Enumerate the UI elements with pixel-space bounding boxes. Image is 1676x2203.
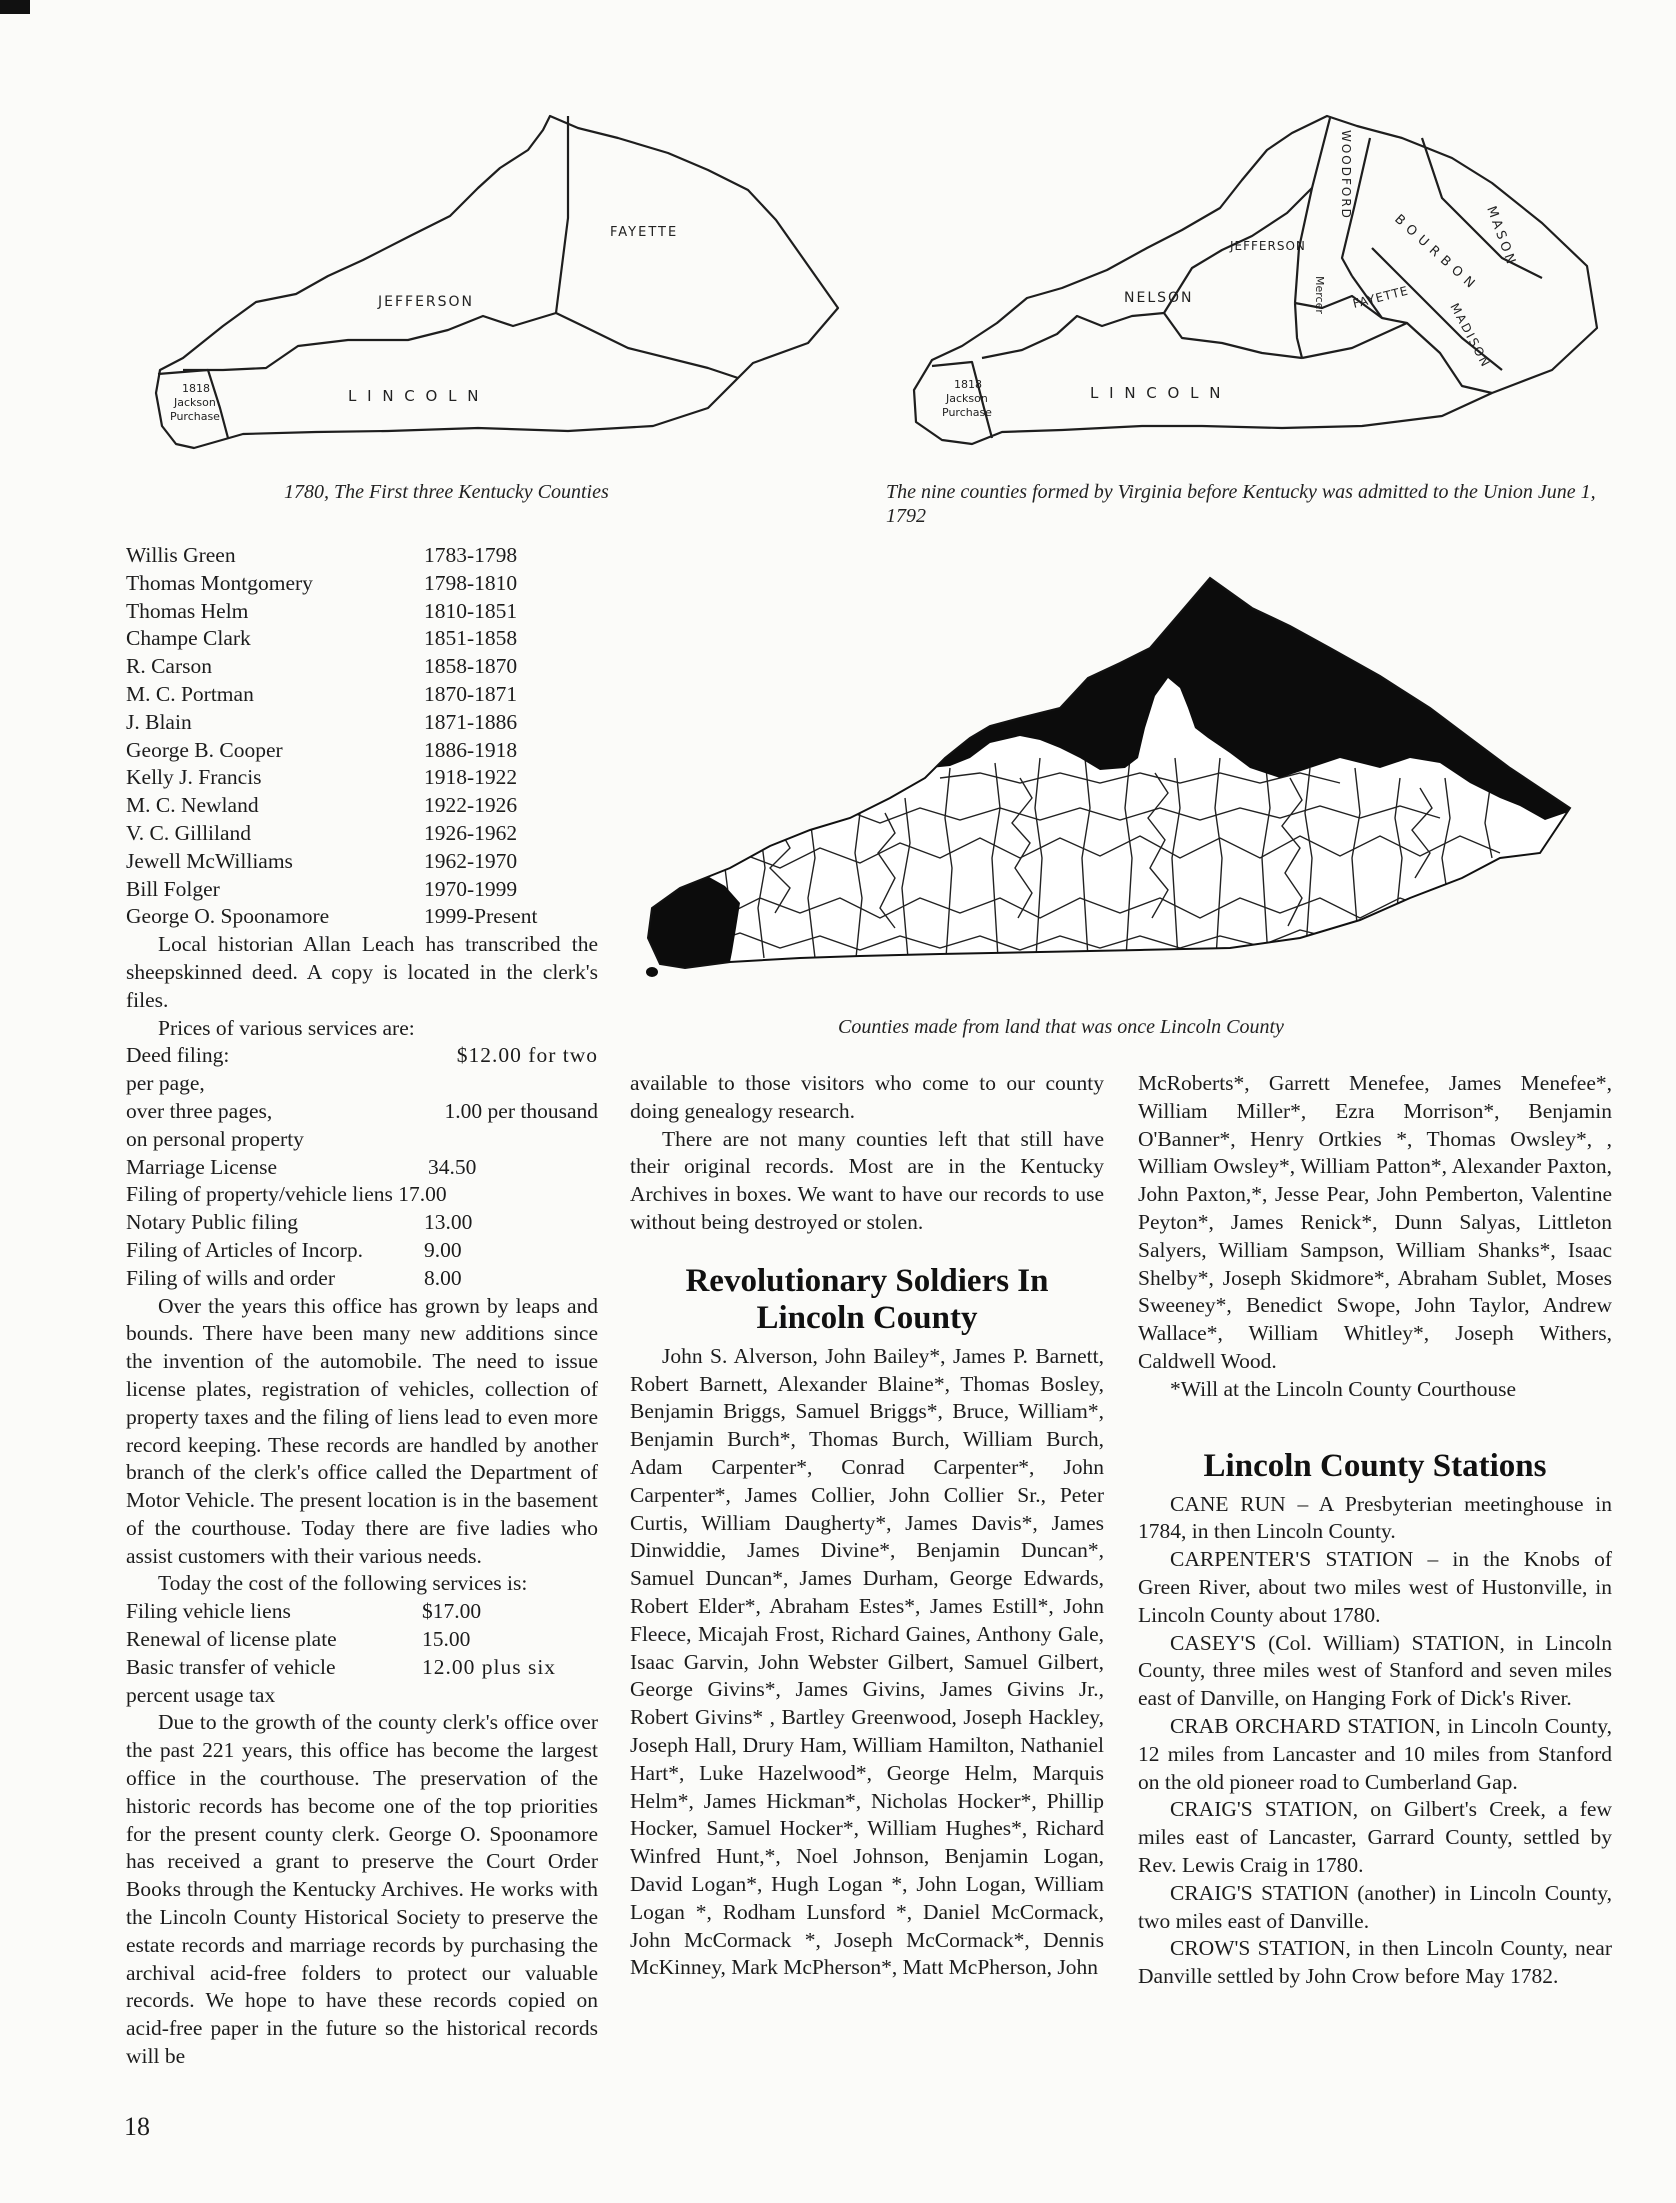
clerk-years: 1886-1918 <box>424 737 518 762</box>
fee-label: Basic transfer of vehicle <box>126 1654 336 1679</box>
fee-list <box>126 1042 598 1292</box>
map2-label-1818: 1818 <box>954 378 982 391</box>
map1-label-fayette: FAYETTE <box>610 225 679 240</box>
map1-label-lincoln: L I N C O L N <box>348 387 482 405</box>
heading-line: Revolutionary Soldiers In <box>685 1262 1049 1299</box>
clerk-row <box>126 792 598 820</box>
map2-label-woodford: WOODFORD <box>1339 130 1353 220</box>
fee-value: 8.00 <box>424 1265 462 1290</box>
clerk-row <box>126 848 598 876</box>
fee-row <box>126 1154 598 1182</box>
heading-lincoln-county-stations: Lincoln County Stations <box>1203 1447 1547 1484</box>
fee-row <box>126 1265 598 1293</box>
clerk-years: 1922-1926 <box>424 793 518 818</box>
clerk-row <box>126 542 598 570</box>
clerk-name: Kelly J. Francis <box>126 765 262 790</box>
clerk-name: M. C. Portman <box>126 681 254 706</box>
fee-label: over three pages, <box>126 1098 273 1123</box>
middle-column <box>630 1070 1104 1982</box>
fee-value: 13.00 <box>424 1210 473 1235</box>
fee-value: 9.00 <box>424 1237 462 1262</box>
station-entry: CROW'S STATION, in then Lincoln County, near Danville settled by John Crow before May 1782. <box>1138 1936 1612 1989</box>
map2-label-purchase: Purchase <box>942 406 992 419</box>
clerk-years: 1962-1970 <box>424 848 518 873</box>
clerk-years: 1810-1851 <box>424 598 518 623</box>
paragraph-prices: Prices of various services are: <box>158 1015 415 1040</box>
map1-caption: 1780, The First three Kentucky Counties <box>284 481 609 503</box>
map1-label-purchase: Purchase <box>170 410 220 423</box>
fee-label: Deed filing: <box>126 1043 230 1068</box>
fee-row <box>126 1098 598 1126</box>
clerk-name: Champe Clark <box>126 626 251 651</box>
clerk-row <box>126 764 598 792</box>
fee-row <box>126 1626 598 1654</box>
map2-label-mercer: Mercer <box>1313 276 1326 314</box>
fee-row: on personal property <box>126 1126 304 1151</box>
fee-label: Filing of wills and order <box>126 1265 336 1290</box>
fee-value: 12.00 plus six <box>422 1654 557 1679</box>
heading-revolutionary-soldiers <box>630 1263 1104 1337</box>
clerk-years: 1858-1870 <box>424 654 518 679</box>
clerk-row <box>126 737 598 765</box>
station-entry: CARPENTER'S STATION – in the Knobs of Green River, about two miles west of Hustonville, in Lincoln County about 1780. <box>1138 1547 1612 1627</box>
map2-caption: The nine counties formed by Virginia before Kentucky was admitted to the Union June 1, 1792 <box>886 481 1596 527</box>
map3-caption: Counties made from land that was once Lincoln County <box>838 1016 1284 1038</box>
today-fee-list <box>126 1598 598 1709</box>
fee-label: Filing of Articles of Incorp. <box>126 1237 364 1262</box>
map2-label-fayette: FAYETTE <box>1351 283 1411 311</box>
clerk-name: J. Blain <box>126 709 192 734</box>
station-entry: CASEY'S (Col. William) STATION, in Lincoln County, three miles west of Stanford and seven miles east of Danville, on Hanging Fork of Dick's River. <box>1138 1630 1612 1711</box>
map2-label-nelson: NELSON <box>1124 290 1194 306</box>
map2-label-madison: MADISON <box>1447 300 1494 371</box>
clerk-name: R. Carson <box>126 654 212 679</box>
map2-label-mason: MASON <box>1483 204 1519 269</box>
map1-label-jefferson: JEFFERSON <box>378 294 475 310</box>
station-entry: CRAB ORCHARD STATION, in Lincoln County, 12 miles from Lancaster and 10 miles from Stanford on the old pioneer road to Cumberland Gap. <box>1138 1713 1612 1794</box>
paragraph-today: Today the cost of the following services is: <box>158 1571 528 1596</box>
clerk-years: 1798-1810 <box>424 570 518 595</box>
clerk-row <box>126 903 598 931</box>
paragraph-continued: available to those visitors who come to our county doing genealogy research. <box>630 1071 1104 1123</box>
fee-row <box>126 1654 598 1682</box>
clerk-name: M. C. Newland <box>126 793 259 818</box>
fee-value: $17.00 <box>422 1599 482 1624</box>
fee-value: 15.00 <box>422 1627 471 1652</box>
clerk-name: Thomas Helm <box>126 598 249 623</box>
clerk-name: Thomas Montgomery <box>126 570 313 595</box>
paragraph-soldiers-continued: McRoberts*, Garrett Menefee, James Menefee*, William Miller*, Ezra Morrison*, Benjamin O'Banner*, Henry Ortkies *, Thomas Owsley*, , William Owsley*, William Patton*, Alexander Paxton, John Paxton,*, Jesse Pear, John Pemberton, Valentine Peyton*, James Renick*, Dunn Salyas, Littleton Salyers, William Sampson, William Shanks*, Isaac Shelby*, Joseph Skidmore*, Abraham Sublet, Moses Sweeney*, Benedict Swope, John Taylor, Andrew Wallace*, William Whitley*, Joseph Withers, Caldwell Wood. <box>1138 1071 1612 1373</box>
clerk-years: 1870-1871 <box>424 681 518 706</box>
clerk-name: Bill Folger <box>126 876 220 901</box>
clerk-years: 1871-1886 <box>424 709 518 734</box>
map-lincoln-derived-counties <box>640 568 1580 988</box>
station-entry: CRAIG'S STATION, on Gilbert's Creek, a few miles east of Lancaster, Garrard County, settled by Rev. Lewis Craig in 1780. <box>1138 1797 1612 1877</box>
clerk-name: Willis Green <box>126 543 236 567</box>
fee-row: per page, <box>126 1071 205 1096</box>
paragraph-counties: There are not many counties left that still have their original records. Most are in the Kentucky Archives in boxes. We want to have our records to use without being destroyed or stolen. <box>630 1126 1104 1234</box>
clerk-row <box>126 653 598 681</box>
clerk-row <box>126 709 598 737</box>
map2-label-bourbon: BOURBON <box>1391 211 1482 296</box>
station-entry: CRAIG'S STATION (another) in Lincoln County, two miles east of Danville. <box>1138 1880 1612 1933</box>
clerk-list <box>126 542 598 931</box>
clerk-name: George B. Cooper <box>126 737 283 762</box>
scan-corner-mark <box>0 0 30 14</box>
map-nine-counties <box>902 108 1608 458</box>
clerk-row <box>126 625 598 653</box>
fee-label: Notary Public filing <box>126 1210 298 1235</box>
fee-label: Marriage License <box>126 1154 278 1179</box>
paragraph-soldiers: John S. Alverson, John Bailey*, James P. Barnett, Robert Barnett, Alexander Blaine*, Thomas Bosley, Benjamin Briggs, Samuel Briggs*, Bruce, William*, Benjamin Burch*, Thomas Burch, William Burch, Adam Carpenter*, Conrad Carpenter*, John Carpenter*, James Collier, John Collier Sr., Peter Curtis, William Daugherty*, James Davis*, James Dinwiddie, James Divine*, Benjamin Duncan*, Samuel Duncan*, James Durham, George Edwards, Robert Elder*, Abraham Estes*, James Estill*, John Fleece, Micajah Frost, Richard Gaines, Anthony Gale, Isaac Garvin, John Webster Gilbert, Samuel Gilbert, George Givins*, James Givins, James Givins Jr., Robert Givins* , Bartley Greenwood, Joseph Hackley, Joseph Hall, Drury Ham, William Hamilton, Nathaniel Hart*, Luke Hazelwood*, George Helm, Marquis Helm*, James Hickman*, Nicholas Hocker*, Phillip Hocker, Samuel Hocker*, William Hughes*, Richard Winfred Hunt,*, Noel Johnson, Benjamin Logan, David Logan*, Hugh Logan *, John Logan, William Logan *, Rodham Lunsford *, Daniel McCormack, John McCormack *, Joseph McCormack*, Dennis McKinney, Mark McPherson*, Matt McPherson, John <box>630 1343 1104 1980</box>
clerk-row <box>126 820 598 848</box>
fee-label: Filing vehicle liens <box>126 1599 291 1624</box>
paragraph-leach: Local historian Allan Leach has transcribed the sheepskinned deed. A copy is located in the clerk's files. <box>126 932 598 1012</box>
fee-row: Filing of property/vehicle liens 17.00 <box>126 1182 447 1207</box>
station-entry: CANE RUN – A Presbyterian meetinghouse in 1784, in then Lincoln County. <box>1138 1491 1612 1544</box>
map1-label-jackson: Jackson <box>174 396 216 409</box>
fee-row <box>126 1042 598 1070</box>
heading-line: Lincoln County <box>756 1299 978 1336</box>
clerk-years: 1851-1858 <box>424 626 518 651</box>
clerk-row <box>126 876 598 904</box>
fee-value: $12.00 for two <box>456 1043 598 1068</box>
map2-label-jackson: Jackson <box>946 392 988 405</box>
clerk-name: George O. Spoonamore <box>126 904 330 929</box>
clerk-years: 1783-1798 <box>424 543 518 567</box>
fee-value: 34.50 <box>428 1154 477 1179</box>
clerk-row <box>126 681 598 709</box>
paragraph-growth: Over the years this office has grown by leaps and bounds. There have been many new additions since the invention of the automobile. The need to issue license plates, registration of vehicles, collection of property taxes and the filing of liens lead to even more record keeping. These records are handled by another branch of the clerk's office called the Department of Motor Vehicle. The present location is in the basement of the courthouse. Today there are five ladies who assist customers with their various needs. <box>126 1293 598 1568</box>
left-column <box>126 542 598 2071</box>
right-column <box>1138 1070 1612 1991</box>
paragraph-will-note: *Will at the Lincoln County Courthouse <box>1170 1376 1517 1401</box>
clerk-name: V. C. Gilliland <box>126 820 252 845</box>
map-first-three-counties <box>148 108 848 458</box>
fee-value: 1.00 per thousand <box>444 1098 598 1123</box>
clerk-years: 1918-1922 <box>424 765 518 790</box>
fee-row <box>126 1237 598 1265</box>
clerk-years: 1926-1962 <box>424 820 518 845</box>
fee-row <box>126 1598 598 1626</box>
clerk-row <box>126 570 598 598</box>
clerk-row <box>126 598 598 626</box>
fee-row <box>126 1209 598 1237</box>
map2-label-jefferson: JEFFERSON <box>1230 239 1306 253</box>
clerk-years: 1999-Present <box>424 904 538 929</box>
map2-label-lincoln: L I N C O L N <box>1090 384 1224 402</box>
fee-row: percent usage tax <box>126 1682 276 1707</box>
fee-label: Renewal of license plate <box>126 1627 337 1652</box>
paragraph-due: Due to the growth of the county clerk's office over the past 221 years, this office has become the largest office in the courthouse. The preservation of the historic records has become one of the top priorities for the present county clerk. George O. Spoonamore has received a grant to preserve the Court Order Books through the Kentucky Archives. He works with the Lincoln County Historical Society to preserve the estate records and marriage records by purchasing the archival acid-free folders to protect our valuable records. We hope to have these records copied on acid-free paper in the future so the historical records will be <box>126 1710 598 2069</box>
map1-label-1818: 1818 <box>182 382 210 395</box>
clerk-name: Jewell McWilliams <box>126 848 293 873</box>
clerk-years: 1970-1999 <box>424 876 518 901</box>
page-number: 18 <box>124 2112 150 2141</box>
